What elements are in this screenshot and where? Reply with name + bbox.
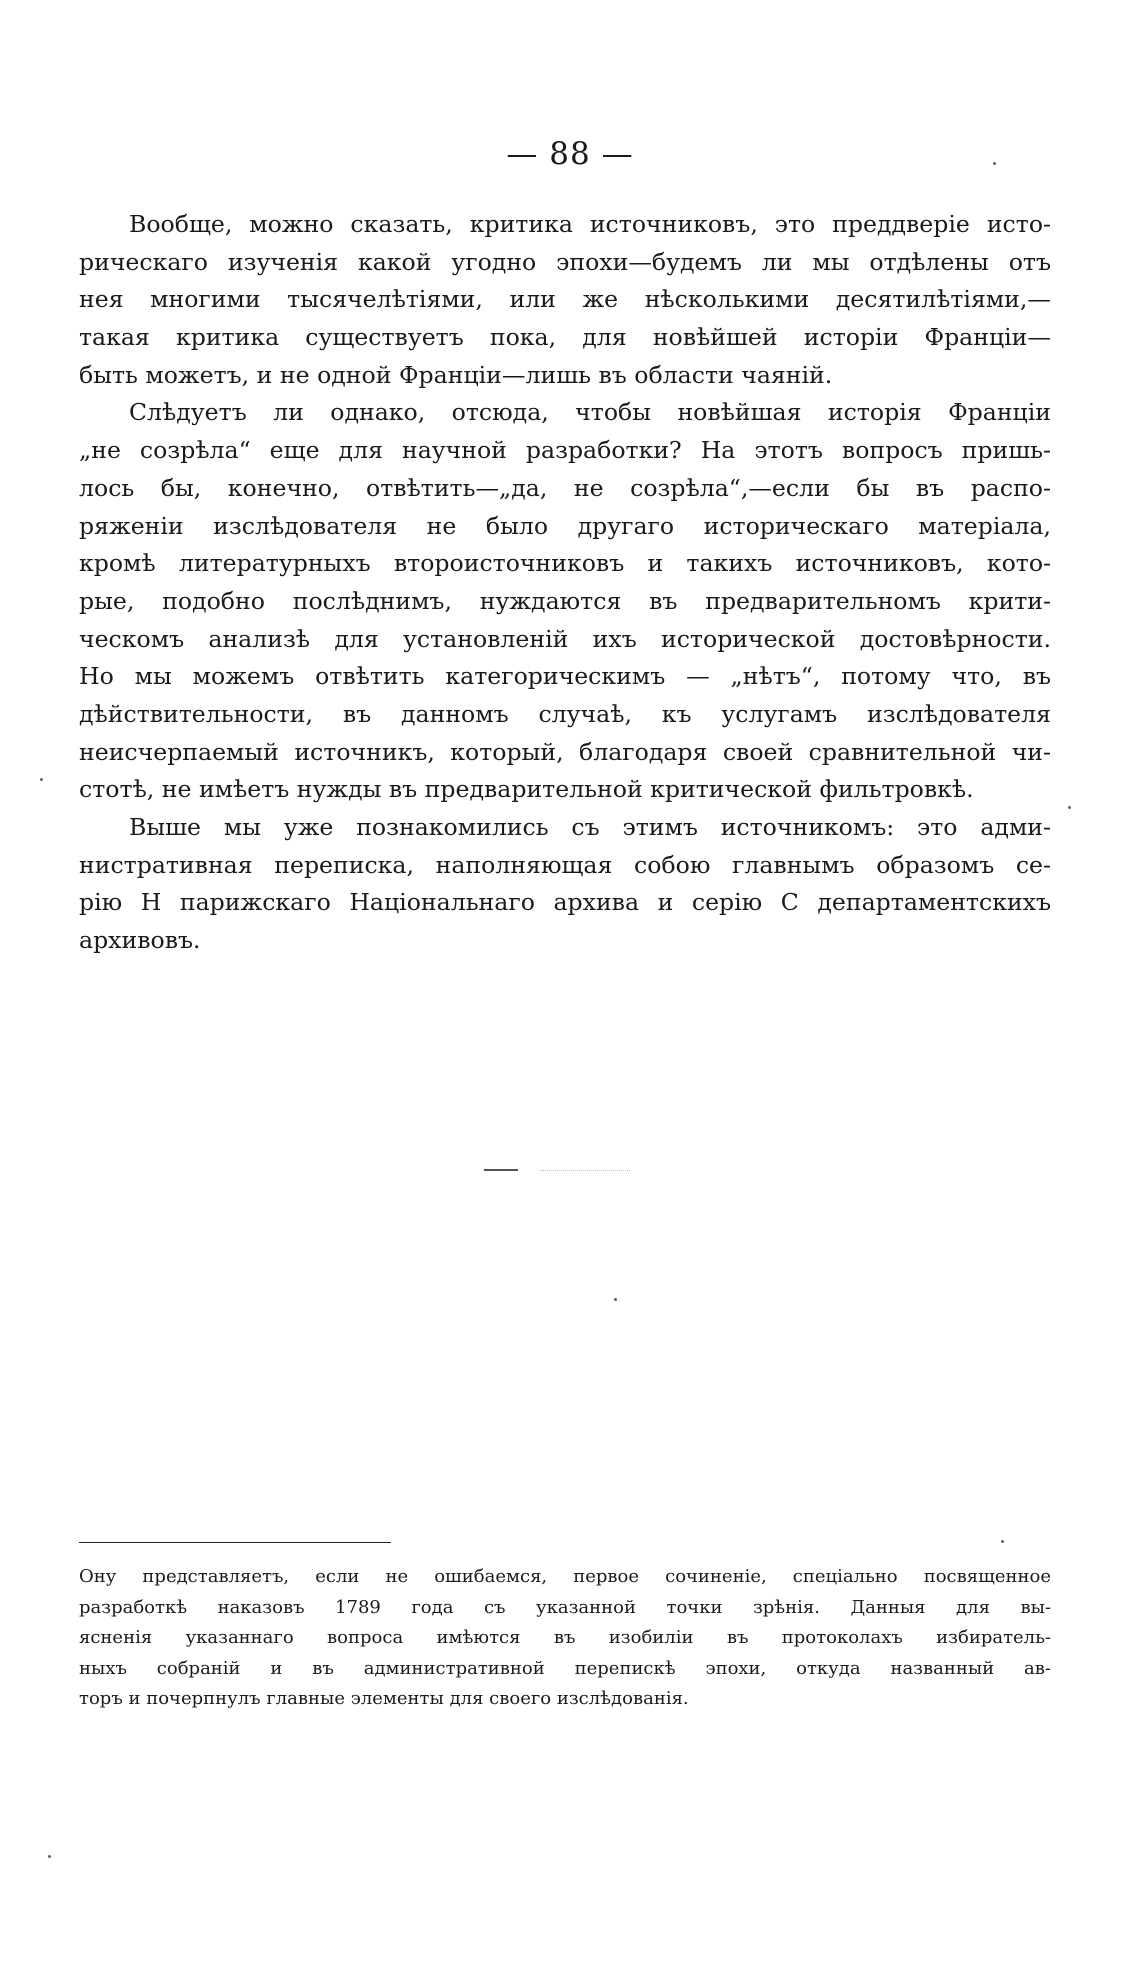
- ink-speck: [48, 1855, 51, 1858]
- text-line: рію H парижскаго Національнаго архива и серію C департаментскихъ: [79, 888, 1051, 917]
- text-line: быть можетъ, и не одной Франціи—лишь въ области чаяній.: [79, 360, 833, 389]
- ink-speck: [40, 778, 43, 781]
- text-line: дѣйствительности, въ данномъ случаѣ, къ услугамъ изслѣдователя: [79, 699, 1051, 728]
- paragraph-2: [79, 394, 1051, 809]
- text-line: такая критика существуетъ пока, для новѣйшей исторіи Франціи—: [79, 323, 1051, 352]
- text-line: Но мы можемъ отвѣтить категорическимъ — „нѣтъ“, потому что, въ: [79, 662, 1051, 691]
- footnote-line: разработкѣ наказовъ 1789 года съ указанной точки зрѣнія. Данныя для вы-: [79, 1596, 1051, 1618]
- text-line: стотѣ, не имѣетъ нужды въ предварительной критической фильтровкѣ.: [79, 775, 974, 804]
- text-line: нистративная переписка, наполняющая собою главнымъ образомъ се-: [79, 850, 1051, 879]
- ink-speck: [614, 1298, 617, 1301]
- text-line: неисчерпаемый источникъ, который, благодаря своей сравнительной чи-: [79, 737, 1051, 766]
- text-line: нея многими тысячелѣтіями, или же нѣсколькими десятилѣтіями,—: [79, 285, 1051, 314]
- text-line: Слѣдуетъ ли однако, отсюда, чтобы новѣйшая исторія Франціи: [129, 398, 1051, 427]
- ink-speck: [1001, 1540, 1004, 1543]
- text-line: лось бы, конечно, отвѣтить—„да, не созрѣла“,—если бы въ распо-: [79, 473, 1051, 502]
- footnote-rule: [79, 1542, 391, 1543]
- footnote: [79, 1562, 1051, 1715]
- text-line: Вообще, можно сказать, критика источниковъ, это преддверіе исто-: [129, 210, 1051, 238]
- text-line: кромѣ литературныхъ второисточниковъ и такихъ источниковъ, кото-: [79, 549, 1051, 578]
- text-line: „не созрѣла“ еще для научной разработки? На этотъ вопросъ пришь-: [79, 436, 1051, 465]
- text-line: Выше мы уже познакомились съ этимъ источникомъ: это адми-: [129, 813, 1051, 841]
- text-line: рые, подобно послѣднимъ, нуждаются въ предварительномъ крити-: [79, 586, 1051, 615]
- stray-dash: [484, 1169, 518, 1171]
- text-line: архивовъ.: [79, 926, 201, 955]
- footnote-line: ныхъ собраній и въ административной перепискѣ эпохи, откуда названный ав-: [79, 1657, 1051, 1679]
- stray-dots: [540, 1170, 630, 1171]
- text-line: ряженіи изслѣдователя не было другаго историческаго матеріала,: [79, 511, 1051, 540]
- paragraph-3: [79, 809, 1051, 960]
- footnote-line: торъ и почерпнулъ главные элементы для своего изслѣдованія.: [79, 1688, 689, 1709]
- stray-marks: [484, 1169, 634, 1173]
- footnote-line: ясненія указаннаго вопроса имѣются въ изобиліи въ протоколахъ избиратель-: [79, 1627, 1051, 1648]
- text-line: ческомъ анализѣ для установленій ихъ исторической достовѣрности.: [79, 624, 1051, 653]
- main-text: [79, 206, 1051, 960]
- paragraph-1: [79, 206, 1051, 394]
- page-number: — 88 —: [506, 136, 634, 172]
- ink-speck: [993, 162, 996, 165]
- footnote-line: Ону представляетъ, если не ошибаемся, первое сочиненіе, спеціально посвященное: [79, 1566, 1051, 1587]
- ink-speck: [1068, 806, 1071, 809]
- text-line: рическаго изученія какой угодно эпохи—будемъ ли мы отдѣлены отъ: [79, 247, 1051, 276]
